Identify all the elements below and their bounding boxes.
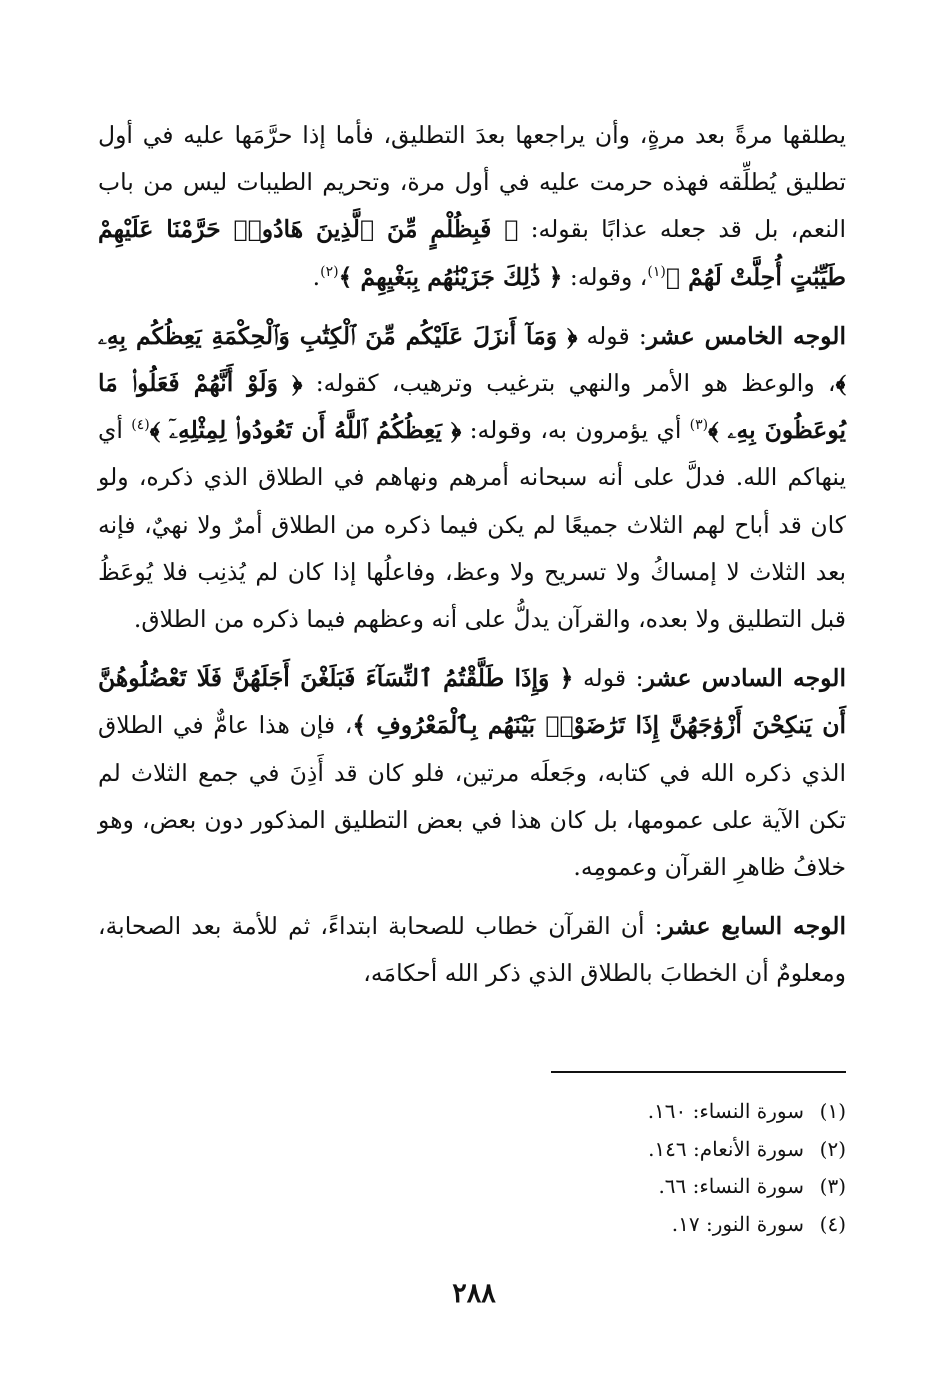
footnote-item — [446, 1131, 846, 1169]
footnote-number: (٣) — [819, 1174, 846, 1198]
footnote-number: (٤) — [819, 1211, 846, 1236]
quran-verse: ﴿ يَعِظُكُمُ ٱللَّهُ أَن تَعُودُوا۟ لِمِثْلِهِۦٓ ﴾ — [149, 416, 462, 445]
footnote-number: (١) — [819, 1099, 846, 1123]
footnote-marker: (١) — [647, 263, 666, 280]
footnote-number: (٢) — [819, 1136, 846, 1161]
section-heading: الوجه السادس عشر — [643, 664, 846, 693]
text-run: : أن القرآن خطاب للصحابة ابتداءً، ثم للأمة بعد الصحابة، ومعلومٌ أن الخطابَ بالطلاق الذي ذكر الله أحكامَه، — [98, 912, 846, 988]
body-text — [98, 112, 846, 1010]
footnote-marker: (٢) — [320, 263, 339, 280]
text-run: : قوله — [573, 664, 644, 693]
footnotes-list — [446, 1093, 846, 1243]
quran-verse: ﴿ وَلَوْ أَنَّهُمْ فَعَلُوا۟ مَا يُوعَظُونَ بِهِۦ ﴾ — [98, 369, 846, 445]
text-run: ، وقوله: — [562, 262, 648, 291]
paragraph — [98, 313, 846, 643]
footnote-text: سورة الأنعام: ١٤٦. — [648, 1136, 804, 1161]
footnote-text: سورة النور: ١٧. — [671, 1211, 804, 1236]
text-run: يطلقها مرةً بعد مرةٍ، وأن يراجعها بعدَ التطليق، فأما إذا حرَّمَها عليه في أول تطليق يُطلِّقه فهذه حرمت عليه في أول مرة، وتحريم الطيبات ليس من باب النعم، بل قد جعله عذابًا بقوله: — [98, 121, 846, 244]
section-heading: الوجه السابع عشر — [662, 912, 846, 941]
footnote-item — [446, 1168, 846, 1206]
section-heading: الوجه الخامس عشر — [646, 321, 846, 350]
footnote-marker: (٤) — [131, 417, 150, 434]
paragraph — [98, 112, 846, 301]
footnote-item — [446, 1206, 846, 1244]
text-run: ، فإن هذا عامٌّ في الطلاق الذي ذكره الله في كتابه، وجَعلَه مرتين، فلو كان قد أَذِنَ في جمع الثلاث لم تكن الآية على عمومها، بل كان هذا في بعض التطليق المذكور دون بعض، وهو خلافُ ظاهرِ القرآن وعمومِه. — [98, 711, 846, 882]
text-run: ، والوعظ هو الأمر والنهي بترغيب وترهيب، كقوله: — [302, 369, 836, 398]
quran-verse: ﴿ وَمَآ أَنزَلَ عَلَيْكُم مِّنَ ٱلْكِتَٰبِ وَٱلْحِكْمَةِ يَعِظُكُم بِهِۦ ﴾ — [98, 321, 846, 398]
paragraph — [98, 903, 846, 997]
footnote-marker: (٣) — [689, 417, 709, 434]
paragraph — [98, 655, 846, 891]
text-run: . — [312, 262, 321, 291]
text-run: أي يؤمرون به، وقوله: — [461, 416, 690, 445]
footnote-text: سورة النساء: ١٦٠. — [647, 1099, 804, 1123]
quran-verse: ﴿ ذَٰلِكَ جَزَيْنَٰهُم بِبَغْيِهِمْ ﴾ — [338, 262, 563, 291]
quran-verse: ﴿ وَإِذَا طَلَّقْتُمُ ٱلنِّسَآءَ فَبَلَغْنَ أَجَلَهُنَّ فَلَا تَعْضُلُوهُنَّ أَن يَنكِحْنَ أَزْوَٰجَهُنَّ إِذَا تَرَٰضَوْا۟ بَيْنَهُم بِٱلْمَعْرُوفِ ﴾ — [98, 664, 846, 740]
footnote-text: سورة النساء: ٦٦. — [658, 1174, 804, 1198]
text-run: : قوله — [577, 321, 647, 350]
page-number: ٢٨٨ — [452, 1278, 496, 1309]
text-run: أي ينهاكم الله. فدلَّ على أنه سبحانه أمرهم ونهاهم في الطلاق الذي ذكره، ولو كان قد أباح لهم الثلاث جميعًا لم يكن فيما ذكره من الطلاق أمرٌ ولا نهيٌ، فإنه بعد الثلاث لا إمساكُ ولا تسريح ولا وعظ، وفاعلُها إذا كان لم يُذنِب فلا يُوعَظُ قبل التطليق ولا بعده، والقرآن يدلُّ على أنه وعظهم فيما ذكره من الطلاق. — [98, 416, 846, 634]
quran-verse: ﴿ فَبِظُلْمٍ مِّنَ ٱلَّذِينَ هَادُوا۟ حَرَّمْنَا عَلَيْهِمْ طَيِّبَٰتٍ أُحِلَّتْ لَهُمْ ﴾ — [98, 215, 846, 291]
footnote-separator — [551, 1071, 846, 1073]
footnote-item — [446, 1093, 846, 1131]
